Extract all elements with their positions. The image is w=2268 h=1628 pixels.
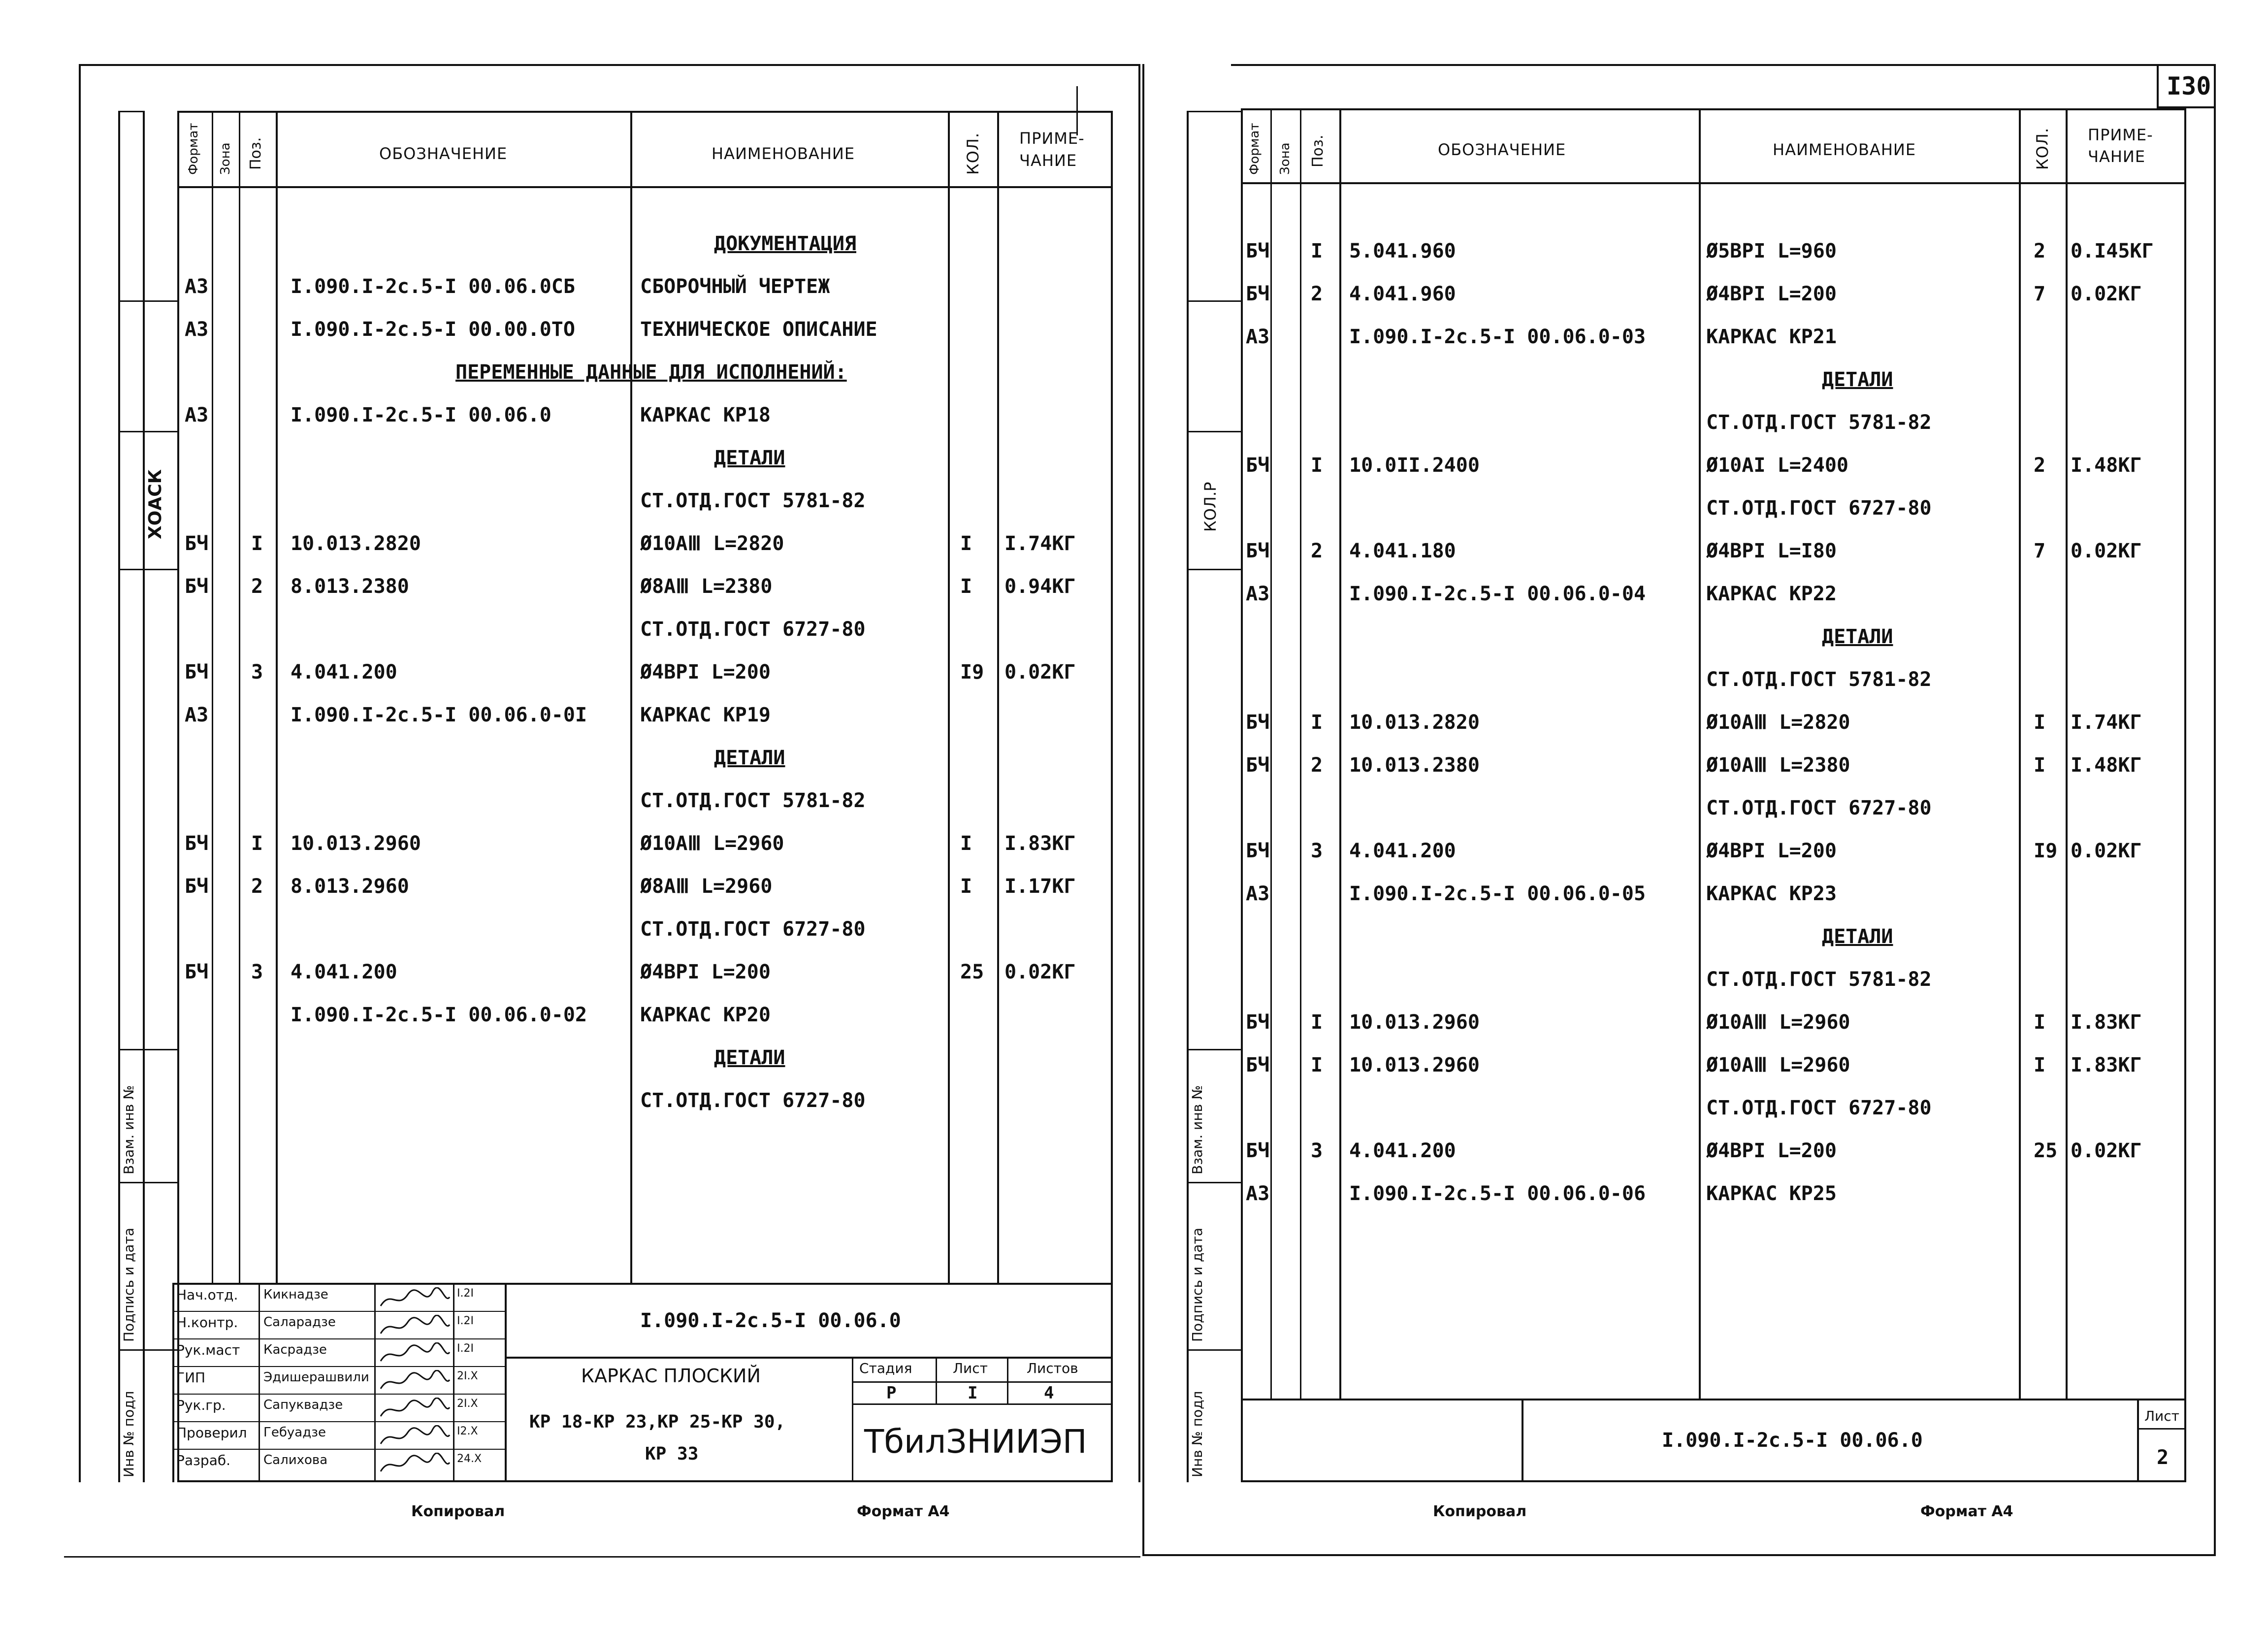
- stamp-name: Эдишерашвили: [263, 1370, 369, 1385]
- cell-name: ПЕРЕМЕННЫЕ ДАННЫЕ ДЛЯ ИСПОЛНЕНИЙ:: [455, 361, 847, 384]
- cell-qty: I: [2034, 1054, 2046, 1076]
- cell-designation: 4.041.200: [291, 961, 397, 983]
- left-format-label: Формат А4: [857, 1503, 950, 1520]
- cell-name: Ø4ВРI L=I80: [1706, 540, 1837, 562]
- cell-qty: I9: [960, 661, 984, 684]
- cell-designation: I.090.I-2c.5-I 00.06.0-04: [1349, 583, 1646, 605]
- cell-designation: I.090.I-2c.5-I 00.06.0-05: [1349, 882, 1646, 905]
- cell-note: 0.02КГ: [1004, 961, 1076, 983]
- hdr-designation: ОБОЗНАЧЕНИЕ: [379, 144, 508, 163]
- stamp-role: ГИП: [176, 1369, 206, 1386]
- cell-position: 3: [1311, 840, 1323, 862]
- cell-format: БЧ: [185, 575, 209, 598]
- cell-format: БЧ: [1246, 540, 1270, 562]
- stamp-date: 2I.Х: [457, 1370, 478, 1382]
- cell-designation: 4.041.960: [1349, 283, 1456, 305]
- stamp-title-2: КР 18-КР 23,КР 25-КР 30,: [529, 1412, 786, 1432]
- right-tab-label: КОЛ.Р: [1201, 482, 1220, 532]
- stamp-org: ТбилЗНИИЭП: [864, 1423, 1087, 1461]
- podpis-data-label: Подпись и дата: [121, 1228, 137, 1342]
- cell-position: I: [251, 832, 263, 855]
- cell-position: 2: [1311, 754, 1323, 777]
- cell-qty: I: [960, 575, 972, 598]
- cell-format: А3: [1246, 882, 1270, 905]
- left-copied-label: Копировал: [411, 1503, 505, 1520]
- stamp-stage-label: Стадия: [859, 1360, 912, 1376]
- stamp-date: 2I.Х: [457, 1398, 478, 1410]
- hdr-note-1: ПРИМЕ-: [1019, 129, 1085, 148]
- right-copied-label: Копировал: [1433, 1503, 1527, 1520]
- cell-qty: 2: [2034, 454, 2046, 477]
- cell-note: I.74КГ: [1004, 532, 1076, 555]
- cell-name: Ø4ВРI L=200: [1706, 840, 1837, 862]
- cell-position: I: [1311, 240, 1323, 262]
- cell-format: БЧ: [1246, 240, 1270, 262]
- cell-name: ДЕТАЛИ: [714, 447, 785, 469]
- cell-format: А3: [1246, 1182, 1270, 1205]
- r-hdr-qty: КОЛ.: [2033, 127, 2052, 170]
- cell-name: СТ.ОТД.ГОСТ 5781-82: [640, 789, 866, 812]
- stamp-date: I.2I: [457, 1342, 474, 1355]
- stamp-date: I.2I: [457, 1287, 474, 1300]
- cell-format: БЧ: [185, 875, 209, 898]
- cell-name: СТ.ОТД.ГОСТ 5781-82: [1706, 968, 1932, 991]
- cell-designation: I.090.I-2c.5-I 00.06.0-03: [1349, 326, 1646, 348]
- cell-name: ДЕТАЛИ: [1822, 625, 1893, 648]
- cell-qty: 7: [2034, 540, 2046, 562]
- cell-qty: I: [960, 832, 972, 855]
- cell-note: 0.94КГ: [1004, 575, 1076, 598]
- left-tab-label: ХОАСК: [145, 469, 165, 539]
- cell-position: I: [1311, 1011, 1323, 1034]
- cell-name: Ø10АⅢ L=2820: [1706, 711, 1850, 734]
- cell-format: А3: [1246, 326, 1270, 348]
- cell-note: 0.02КГ: [2071, 840, 2142, 862]
- stamp-title-3: КР 33: [645, 1444, 699, 1464]
- right-inv-podl-label: Инв № подл: [1189, 1391, 1205, 1477]
- cell-format: БЧ: [1246, 711, 1270, 734]
- page-number: I30: [2167, 72, 2211, 100]
- right-format-label: Формат А4: [1920, 1503, 2013, 1520]
- signature-mark: [378, 1370, 452, 1395]
- stamp-role: Проверил: [176, 1425, 247, 1441]
- cell-format: А3: [185, 704, 209, 726]
- cell-note: I.83КГ: [2071, 1011, 2142, 1034]
- vzam-inv-label: Взам. инв №: [121, 1085, 137, 1174]
- stamp-doc-code: I.090.I-2c.5-I 00.06.0: [640, 1309, 901, 1332]
- cell-note: I.48КГ: [2071, 454, 2142, 477]
- cell-designation: 10.013.2380: [1349, 754, 1480, 777]
- cell-format: БЧ: [185, 532, 209, 555]
- stamp-role: Рук.маст: [176, 1342, 240, 1358]
- cell-note: 0.I45КГ: [2071, 240, 2154, 262]
- cell-format: А3: [185, 275, 209, 298]
- stamp-date: I.2I: [457, 1315, 474, 1327]
- r-hdr-note-1: ПРИМЕ-: [2088, 126, 2153, 144]
- cell-designation: 10.013.2960: [1349, 1011, 1480, 1034]
- cell-position: 2: [1311, 283, 1323, 305]
- cell-position: 2: [1311, 540, 1323, 562]
- cell-name: Ø10АⅢ L=2960: [1706, 1054, 1850, 1076]
- cell-name: КАРКАС КР19: [640, 704, 771, 726]
- stamp-date: 24.Х: [457, 1453, 482, 1465]
- cell-qty: I: [2034, 754, 2046, 777]
- cell-name: СТ.ОТД.ГОСТ 5781-82: [1706, 411, 1932, 434]
- cell-position: 2: [251, 575, 263, 598]
- stamp-sheets-label: Листов: [1027, 1360, 1078, 1376]
- cell-name: Ø10АⅢ L=2960: [640, 832, 784, 855]
- inv-podl-label: Инв № подл: [121, 1391, 137, 1477]
- cell-position: 3: [251, 961, 263, 983]
- cell-name: КАРКАС КР20: [640, 1004, 771, 1026]
- cell-designation: I.090.I-2c.5-I 00.00.0ТО: [291, 318, 575, 341]
- signature-mark: [378, 1315, 452, 1339]
- cell-name: Ø8АⅢ L=2380: [640, 575, 773, 598]
- signature-mark: [378, 1398, 452, 1422]
- cell-name: СБОРОЧНЫЙ ЧЕРТЕЖ: [640, 275, 830, 298]
- cell-name: ДЕТАЛИ: [1822, 925, 1893, 948]
- cell-format: БЧ: [1246, 1011, 1270, 1034]
- cell-position: 3: [251, 661, 263, 684]
- cell-note: 0.02КГ: [1004, 661, 1076, 684]
- stamp-role: Разраб.: [176, 1452, 231, 1468]
- cell-name: СТ.ОТД.ГОСТ 6727-80: [640, 618, 866, 641]
- signature-mark: [378, 1453, 452, 1477]
- cell-name: Ø10АⅢ L=2960: [1706, 1011, 1850, 1034]
- cell-designation: I.090.I-2c.5-I 00.06.0СБ: [291, 275, 575, 298]
- cell-name: СТ.ОТД.ГОСТ 6727-80: [1706, 797, 1932, 819]
- cell-note: I.48КГ: [2071, 754, 2142, 777]
- cell-format: БЧ: [1246, 1054, 1270, 1076]
- cell-designation: 10.0II.2400: [1349, 454, 1480, 477]
- right-stamp-sheet: 2: [2157, 1446, 2169, 1469]
- cell-name: ДОКУМЕНТАЦИЯ: [714, 232, 856, 255]
- cell-format: БЧ: [1246, 454, 1270, 477]
- stamp-stage: Р: [886, 1383, 897, 1403]
- stamp-role: Рук.гр.: [176, 1397, 226, 1413]
- cell-position: I: [1311, 1054, 1323, 1076]
- right-stamp-doc-code: I.090.I-2c.5-I 00.06.0: [1662, 1429, 1923, 1452]
- cell-qty: 25: [2034, 1140, 2058, 1162]
- right-vzam-inv-label: Взам. инв №: [1189, 1085, 1205, 1174]
- stamp-name: Гебуадзе: [263, 1425, 326, 1440]
- cell-designation: I.090.I-2c.5-I 00.06.0: [291, 404, 551, 426]
- cell-position: I: [1311, 454, 1323, 477]
- hdr-zone: Зона: [218, 142, 233, 175]
- cell-position: 2: [251, 875, 263, 898]
- cell-designation: 5.041.960: [1349, 240, 1456, 262]
- cell-designation: 4.041.200: [1349, 840, 1456, 862]
- cell-designation: 8.013.2960: [291, 875, 409, 898]
- cell-note: 0.02КГ: [2071, 1140, 2142, 1162]
- cell-name: СТ.ОТД.ГОСТ 6727-80: [640, 918, 866, 941]
- cell-name: Ø10АⅢ L=2820: [640, 532, 784, 555]
- cell-name: Ø4ВРI L=200: [640, 961, 771, 983]
- cell-name: ДЕТАЛИ: [1822, 368, 1893, 391]
- cell-format: А3: [185, 404, 209, 426]
- cell-name: ДЕТАЛИ: [714, 747, 785, 769]
- cell-designation: I.090.I-2c.5-I 00.06.0-06: [1349, 1182, 1646, 1205]
- cell-note: I.74КГ: [2071, 711, 2142, 734]
- r-hdr-position: Поз.: [1309, 134, 1327, 167]
- signature-mark: [378, 1287, 452, 1312]
- cell-format: БЧ: [185, 832, 209, 855]
- hdr-format: Формат: [186, 123, 201, 175]
- cell-designation: 10.013.2820: [291, 532, 421, 555]
- cell-format: БЧ: [1246, 754, 1270, 777]
- cell-format: БЧ: [185, 661, 209, 684]
- stamp-name: Сапуквадзе: [263, 1398, 343, 1412]
- r-hdr-designation: ОБОЗНАЧЕНИЕ: [1438, 140, 1566, 159]
- cell-name: Ø8АⅢ L=2960: [640, 875, 773, 898]
- cell-designation: 4.041.180: [1349, 540, 1456, 562]
- hdr-note-2: ЧАНИЕ: [1019, 151, 1077, 170]
- cell-name: Ø4ВРI L=200: [1706, 283, 1837, 305]
- cell-designation: 10.013.2960: [1349, 1054, 1480, 1076]
- r-hdr-format: Формат: [1247, 123, 1262, 175]
- cell-designation: 10.013.2960: [291, 832, 421, 855]
- cell-designation: I.090.I-2c.5-I 00.06.0-02: [291, 1004, 587, 1026]
- cell-name: КАРКАС КР21: [1706, 326, 1837, 348]
- cell-name: СТ.ОТД.ГОСТ 6727-80: [1706, 497, 1932, 520]
- cell-qty: 7: [2034, 283, 2046, 305]
- r-hdr-zone: Зона: [1278, 142, 1293, 175]
- cell-name: КАРКАС КР23: [1706, 882, 1837, 905]
- cell-qty: I: [960, 875, 972, 898]
- right-podpis-data-label: Подпись и дата: [1189, 1228, 1205, 1342]
- cell-name: СТ.ОТД.ГОСТ 6727-80: [1706, 1097, 1932, 1119]
- cell-name: КАРКАС КР18: [640, 404, 771, 426]
- cell-name: КАРКАС КР25: [1706, 1182, 1837, 1205]
- stamp-name: Касрадзе: [263, 1342, 327, 1357]
- cell-name: ТЕХНИЧЕСКОЕ ОПИСАНИЕ: [640, 318, 877, 341]
- stamp-sheets: 4: [1044, 1383, 1054, 1403]
- stamp-sheet-label: Лист: [953, 1360, 988, 1376]
- stamp-name: Кикнадзе: [263, 1287, 328, 1302]
- cell-qty: 2: [2034, 240, 2046, 262]
- cell-format: БЧ: [185, 961, 209, 983]
- hdr-name: НАИМЕНОВАНИЕ: [712, 144, 855, 163]
- cell-note: I.83КГ: [1004, 832, 1076, 855]
- stamp-role: Нач.отд.: [176, 1287, 238, 1303]
- cell-name: СТ.ОТД.ГОСТ 6727-80: [640, 1089, 866, 1112]
- r-hdr-note-2: ЧАНИЕ: [2088, 147, 2146, 166]
- cell-name: Ø10АI L=2400: [1706, 454, 1848, 477]
- cell-qty: I: [2034, 1011, 2046, 1034]
- cell-designation: 4.041.200: [1349, 1140, 1456, 1162]
- cell-qty: 25: [960, 961, 984, 983]
- cell-qty: I: [2034, 711, 2046, 734]
- cell-name: СТ.ОТД.ГОСТ 5781-82: [1706, 668, 1932, 691]
- cell-name: Ø10АⅢ L=2380: [1706, 754, 1850, 777]
- cell-format: БЧ: [1246, 283, 1270, 305]
- cell-name: Ø5ВРI L=960: [1706, 240, 1837, 262]
- signature-mark: [378, 1342, 452, 1367]
- stamp-date: I2.Х: [457, 1425, 478, 1437]
- cell-qty: I9: [2034, 840, 2058, 862]
- cell-qty: I: [960, 532, 972, 555]
- right-stamp-sheet-label: Лист: [2144, 1408, 2179, 1424]
- cell-name: Ø4ВРI L=200: [1706, 1140, 1837, 1162]
- cell-position: 3: [1311, 1140, 1323, 1162]
- r-hdr-name: НАИМЕНОВАНИЕ: [1773, 140, 1916, 159]
- stamp-name: Салихова: [263, 1453, 328, 1467]
- cell-format: БЧ: [1246, 1140, 1270, 1162]
- cell-note: I.17КГ: [1004, 875, 1076, 898]
- stamp-title-1: КАРКАС ПЛОСКИЙ: [581, 1365, 761, 1387]
- hdr-qty: КОЛ.: [964, 132, 982, 175]
- cell-format: А3: [1246, 583, 1270, 605]
- cell-note: 0.02КГ: [2071, 540, 2142, 562]
- cell-name: СТ.ОТД.ГОСТ 5781-82: [640, 489, 866, 512]
- cell-designation: 8.013.2380: [291, 575, 409, 598]
- cell-note: I.83КГ: [2071, 1054, 2142, 1076]
- cell-designation: 10.013.2820: [1349, 711, 1480, 734]
- signature-mark: [378, 1425, 452, 1450]
- cell-format: А3: [185, 318, 209, 341]
- stamp-role: Н.контр.: [176, 1314, 238, 1331]
- cell-designation: 4.041.200: [291, 661, 397, 684]
- hdr-position: Поз.: [247, 137, 264, 170]
- cell-position: I: [1311, 711, 1323, 734]
- cell-name: Ø4ВРI L=200: [640, 661, 771, 684]
- cell-designation: I.090.I-2c.5-I 00.06.0-0I: [291, 704, 587, 726]
- cell-name: КАРКАС КР22: [1706, 583, 1837, 605]
- cell-name: ДЕТАЛИ: [714, 1046, 785, 1069]
- cell-format: БЧ: [1246, 840, 1270, 862]
- cell-note: 0.02КГ: [2071, 283, 2142, 305]
- stamp-sheet: I: [968, 1383, 978, 1403]
- cell-position: I: [251, 532, 263, 555]
- stamp-name: Саларадзе: [263, 1315, 336, 1330]
